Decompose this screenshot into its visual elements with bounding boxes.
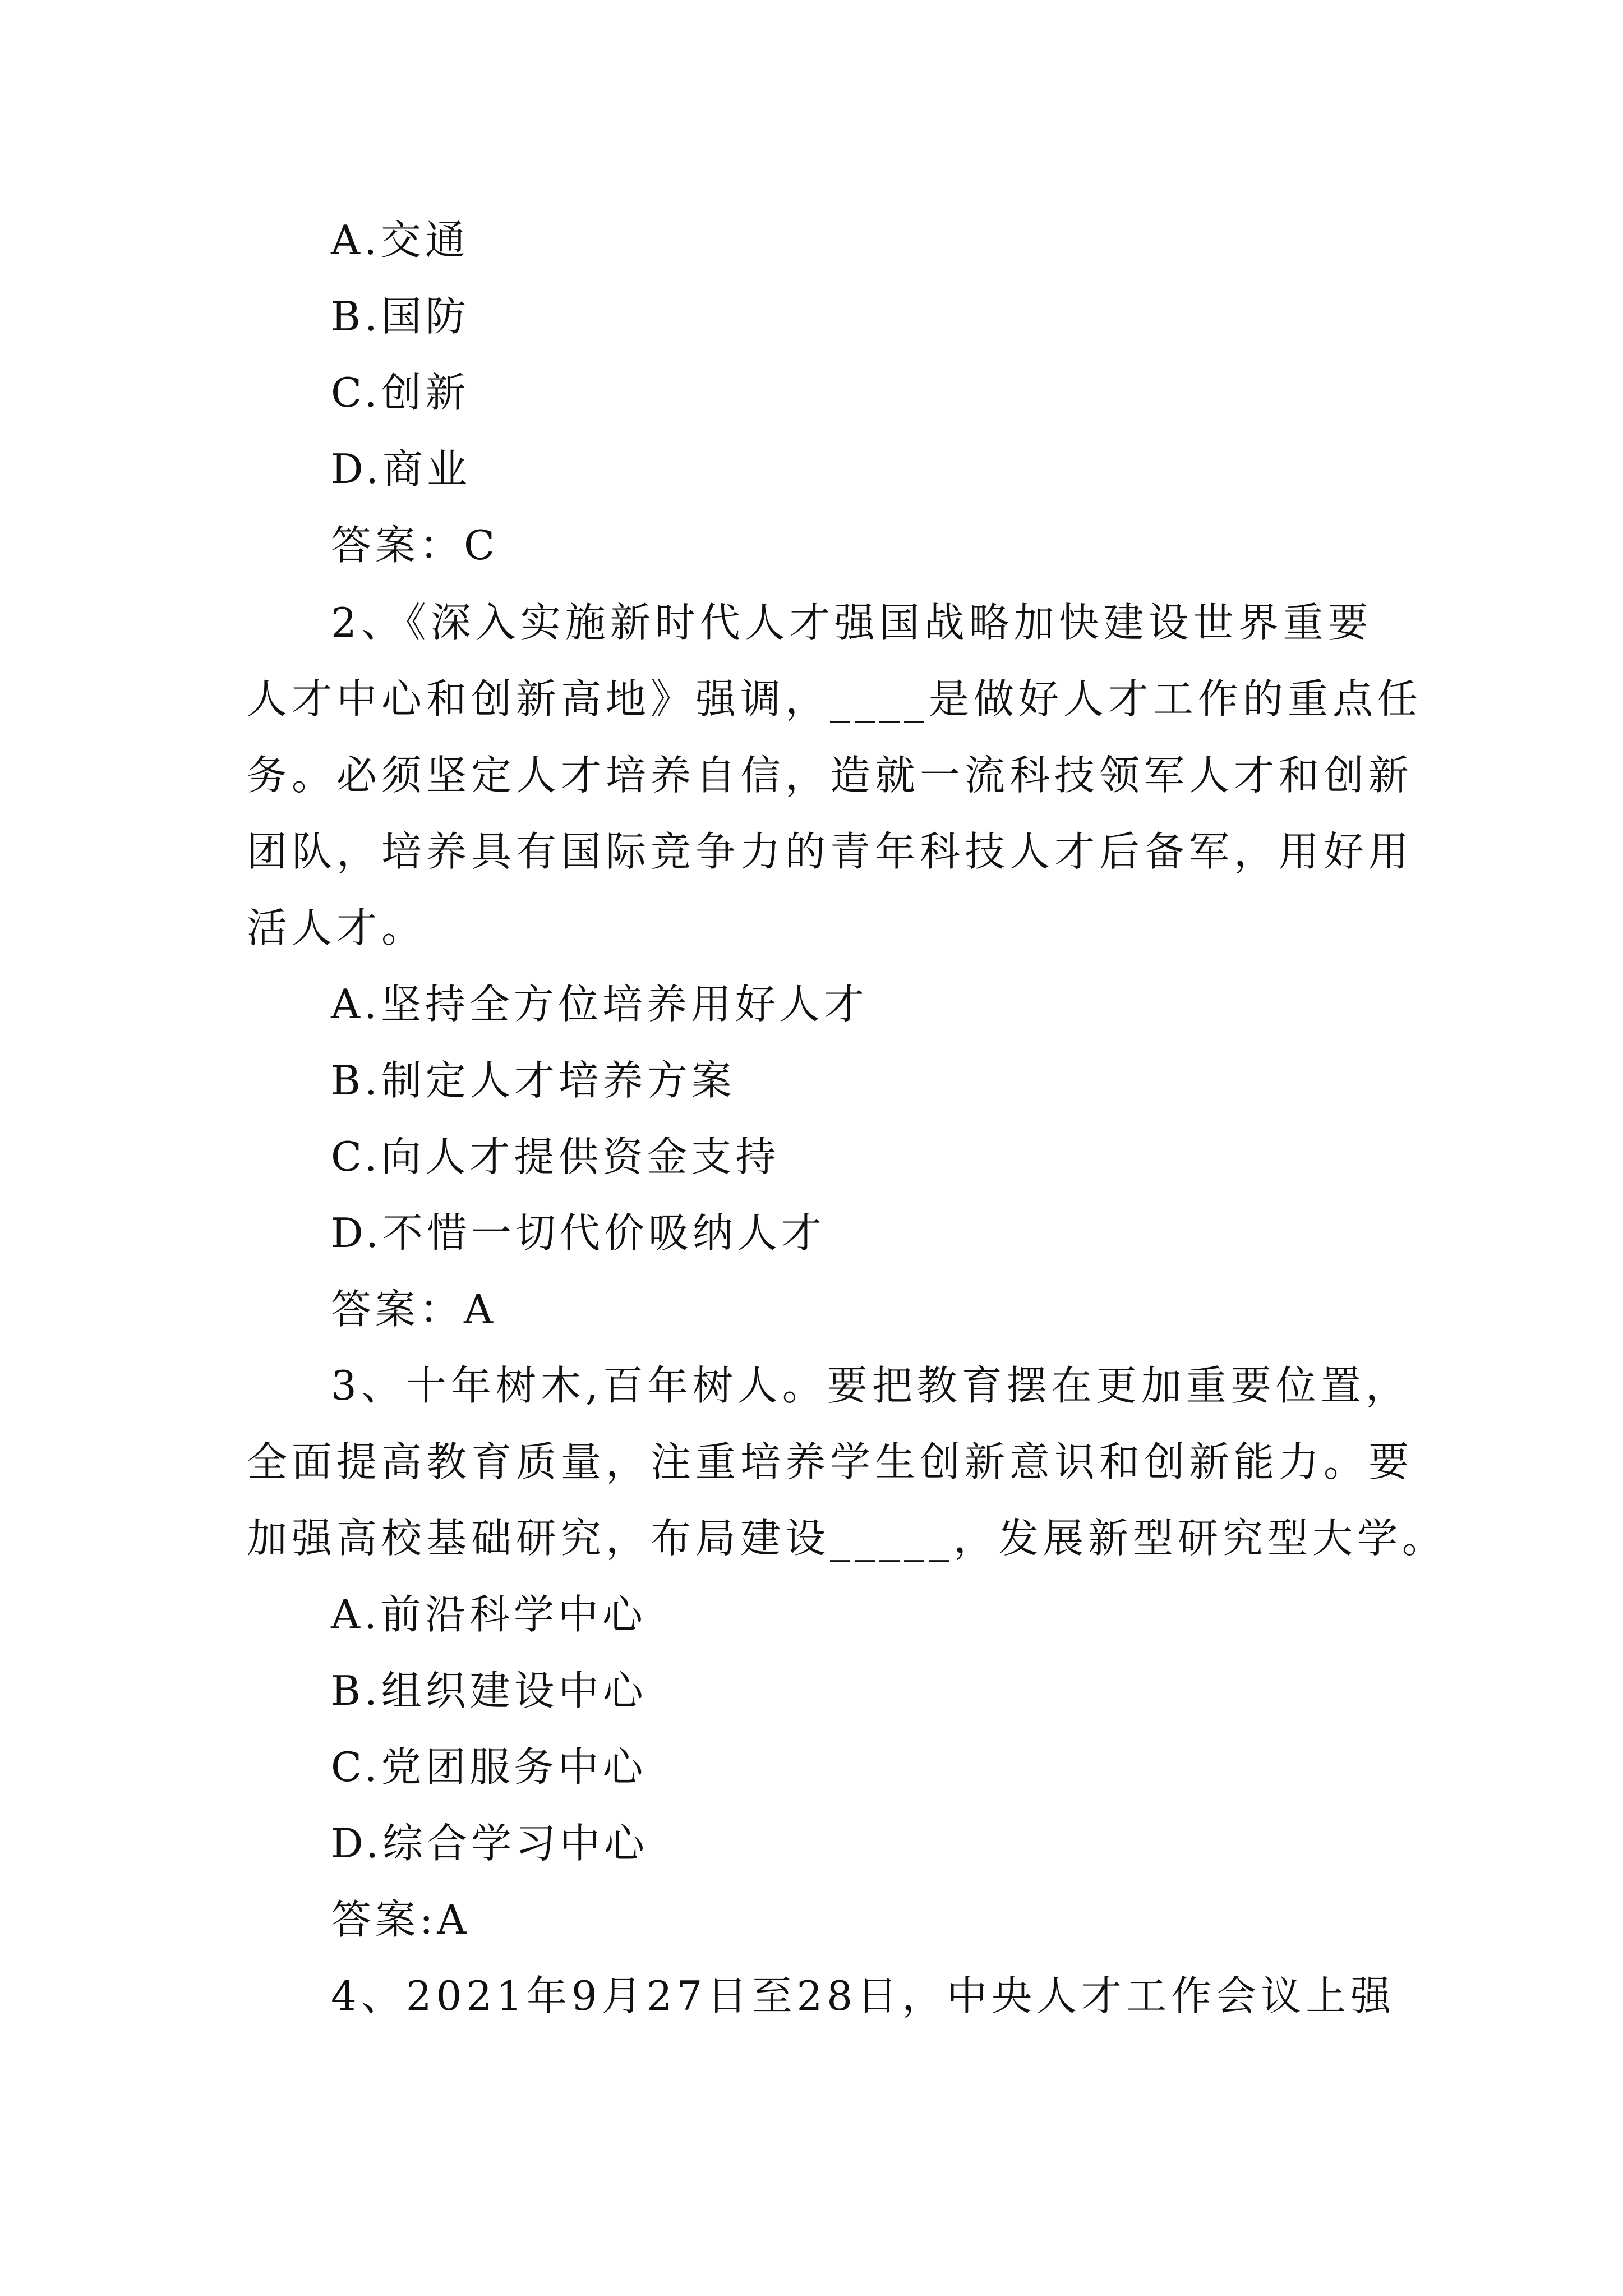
q1-answer: 答案：C: [331, 522, 499, 569]
q2-answer: 答案：A: [331, 1286, 497, 1333]
q2-text-line-2: 人才中心和创新高地》强调，____是做好人才工作的重点任: [247, 675, 1423, 723]
q1-option-d: D.商业: [331, 445, 472, 493]
q2-option-b: B.制定人才培养方案: [331, 1057, 736, 1104]
q2-option-d: D.不惜一切代价吸纳人才: [331, 1209, 826, 1257]
q3-text-line-1: 3、十年树木,百年树人。要把教育摆在更加重要位置，: [331, 1362, 1410, 1409]
q3-option-b: B.组织建设中心: [331, 1667, 647, 1714]
q3-option-c: C.党团服务中心: [331, 1743, 647, 1791]
q3-option-d: D.综合学习中心: [331, 1820, 649, 1867]
q3-option-a: A.前沿科学中心: [331, 1591, 647, 1638]
q2-text-line-4: 团队，培养具有国际竞争力的青年科技人才后备军，用好用: [247, 828, 1414, 875]
q2-text-line-3: 务。必须坚定人才培养自信，造就一流科技领军人才和创新: [247, 752, 1414, 799]
q2-text-line-1: 2、《深入实施新时代人才强国战略加快建设世界重要: [331, 599, 1373, 646]
q1-option-a: A.交通: [331, 217, 469, 264]
q1-option-b: B.国防: [331, 293, 470, 340]
q2-option-c: C.向人才提供资金支持: [331, 1133, 780, 1180]
q3-answer: 答案:A: [331, 1896, 471, 1943]
q4-text-line-1: 4、2021年9月27日至28日，中央人才工作会议上强: [331, 1972, 1396, 2019]
q3-text-line-2: 全面提高教育质量，注重培养学生创新意识和创新能力。要: [247, 1438, 1414, 1485]
q1-option-c: C.创新: [331, 369, 470, 416]
q2-option-a: A.坚持全方位培养用好人才: [331, 981, 868, 1028]
q2-text-line-5: 活人才。: [247, 904, 427, 951]
q3-text-line-3: 加强高校基础研究，布局建设_____，发展新型研究型大学。: [247, 1515, 1447, 1562]
